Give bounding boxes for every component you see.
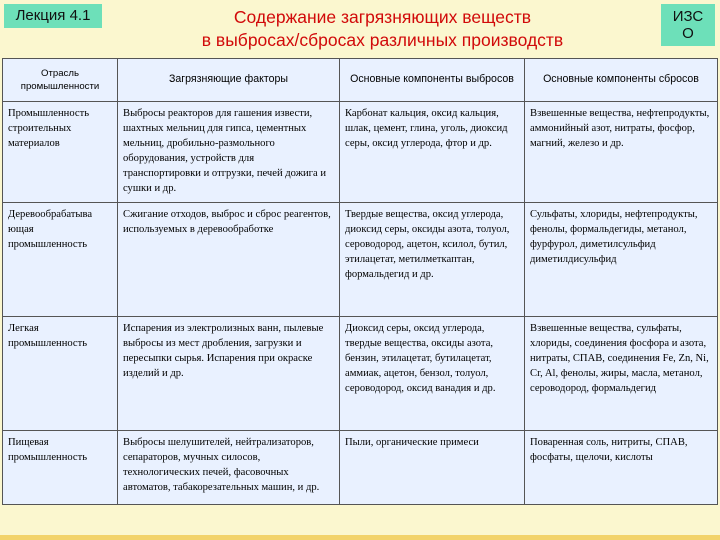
header-pollution-factors: Загрязняющие факторы [118, 59, 340, 102]
header-industry: Отрасль промышленности [3, 59, 118, 102]
cell-emissions: Пыли, органические примеси [340, 431, 525, 505]
bottom-divider [0, 535, 720, 540]
cell-discharges: Взвешенные вещества, нефтепродукты, аммонийный азот, нитраты, фосфор, магний, железо и др. [525, 102, 718, 203]
cell-industry: Деревообрабатыва ющая промышленность [3, 203, 118, 317]
header-discharge-components: Основные компоненты сбросов [525, 59, 718, 102]
table-row [3, 203, 718, 317]
header-emission-components: Основные компоненты выбросов [340, 59, 525, 102]
table-row [3, 431, 718, 505]
cell-industry: Пищевая промышленность [3, 431, 118, 505]
cell-factors: Выбросы реакторов для гашения извести, шахтных мельниц для гипса, цементных мельниц, дробильно-размольного оборудования, устройств для транспортировки и отгрузки, печей дожига и сушки и др. [118, 102, 340, 203]
corner-badge-line-1: ИЗС [672, 8, 704, 25]
page-title [110, 6, 655, 52]
cell-factors: Испарения из электролизных ванн, пылевые выбросы из мест дробления, загрузки и пересыпки сырья. Испарения при окраске изделий и др. [118, 317, 340, 431]
table-header-row [3, 59, 718, 102]
corner-badge [661, 4, 715, 46]
title-line-2: в выбросах/сбросах различных производств [201, 30, 564, 50]
table-row [3, 102, 718, 203]
cell-factors: Выбросы шелушителей, нейтрализаторов, сепараторов, мучных силосов, технологических печей, фасовочных автоматов, табакорезательных машин, и др. [118, 431, 340, 505]
cell-industry: Легкая промышленность [3, 317, 118, 431]
table-row [3, 317, 718, 431]
cell-discharges: Сульфаты, хлориды, нефтепродукты, фенолы, формальдегиды, метанол, фурфурол, диметилсульфид диметилдисульфид [525, 203, 718, 317]
corner-badge-line-2: О [682, 25, 694, 42]
cell-emissions: Твердые вещества, оксид углерода, диоксид серы, оксиды азота, толуол, сероводород, ацетон, ксилол, бутил, этилацетат, метилметкаптан, формальдегид и др. [340, 203, 525, 317]
cell-discharges: Поваренная соль, нитриты, СПАВ, фосфаты, щелочи, кислоты [525, 431, 718, 505]
title-line-1: Содержание загрязняющих веществ [233, 7, 532, 27]
cell-emissions: Карбонат кальция, оксид кальция, шлак, цемент, глина, уголь, диоксид серы, оксид углерода, фтор и др. [340, 102, 525, 203]
pollutants-table [2, 58, 718, 505]
cell-emissions: Диоксид серы, оксид углерода, твердые вещества, оксиды азота, бензин, этилацетат, бутилацетат, аммиак, ацетон, бензол, толуол, сероводород, оксид ванадия и др. [340, 317, 525, 431]
cell-factors: Сжигание отходов, выброс и сброс реагентов, используемых в деревообработке [118, 203, 340, 317]
cell-industry: Промышленность строительных материалов [3, 102, 118, 203]
cell-discharges: Взвешенные вещества, сульфаты, хлориды, соединения фосфора и азота, нитраты, СПАВ, соединения Fe, Zn, Ni, Cr, Al, фенолы, жиры, масла, метанол, сероводород, формальдегид [525, 317, 718, 431]
lecture-badge: Лекция 4.1 [4, 4, 102, 28]
